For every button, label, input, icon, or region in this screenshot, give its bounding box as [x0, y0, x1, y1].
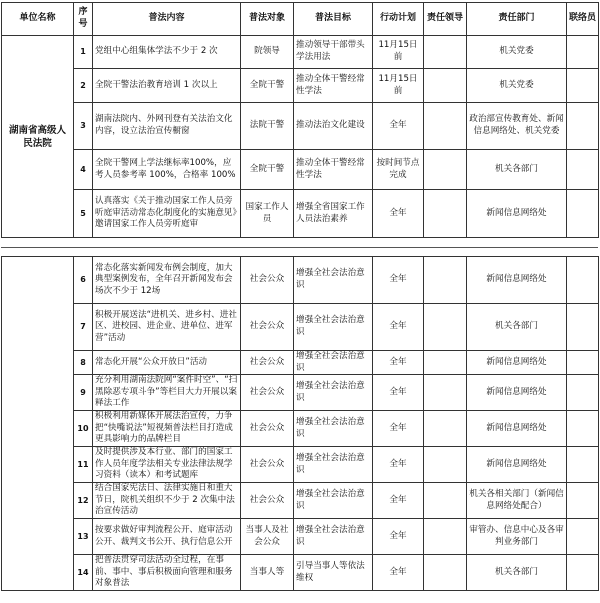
table-row [2, 190, 599, 238]
row-content: 湖南法院内、外网刊登有关法治文化内容，设立法治宣传橱窗 [93, 103, 241, 150]
row-content: 常态化开展“公众开放日”活动 [93, 351, 241, 375]
row-leader [424, 36, 467, 69]
row-plan: 全年 [373, 351, 424, 375]
row-no: 3 [74, 103, 93, 150]
row-goal: 增强全社会法治意识 [294, 483, 373, 519]
law-publicity-table-top [1, 2, 599, 238]
row-leader [424, 304, 467, 351]
row-dept: 新闻信息网络处 [467, 411, 567, 447]
row-goal: 增强全省国家工作人员法治素养 [294, 190, 373, 238]
row-leader [424, 375, 467, 411]
row-no: 7 [74, 304, 93, 351]
row-target: 国家工作人员 [241, 190, 294, 238]
row-contact [567, 411, 599, 447]
row-no: 1 [74, 36, 93, 69]
row-dept: 机关各部门 [467, 304, 567, 351]
row-contact [567, 150, 599, 190]
table-row [2, 36, 599, 69]
row-content: 把普法贯穿司法活动全过程，在事前、事中、事后积极面向管理和服务对象普法 [93, 555, 241, 591]
table-row [2, 257, 599, 304]
row-plan: 全年 [373, 375, 424, 411]
row-dept: 机关各部门 [467, 150, 567, 190]
row-plan: 11月15日前 [373, 69, 424, 103]
row-contact [567, 69, 599, 103]
row-plan: 全年 [373, 555, 424, 591]
row-content: 常态化落实新闻发布例会制度，加大典型案例发布，全年召开新闻发布会场次不少于 12场 [93, 257, 241, 304]
unit-name-cell: 湖南省高级人民法院 [2, 36, 74, 238]
row-content: 及时提供涉及本行业、部门的国家工作人员年度学法相关专业法律法规学习资料（读本）和考试题库 [93, 447, 241, 483]
row-leader [424, 555, 467, 591]
row-goal: 推动法治文化建设 [294, 103, 373, 150]
table-row [2, 150, 599, 190]
row-no: 8 [74, 351, 93, 375]
row-leader [424, 69, 467, 103]
row-goal: 增强全社会法治意识 [294, 375, 373, 411]
row-goal: 推动全体干警经常性学法 [294, 150, 373, 190]
row-contact [567, 304, 599, 351]
row-content: 全院干警法治教育培训 1 次以上 [93, 69, 241, 103]
row-no: 2 [74, 69, 93, 103]
row-goal: 推动全体干警经常性学法 [294, 69, 373, 103]
row-leader [424, 351, 467, 375]
row-content: 结合国家宪法日、法律实施日和重大节日，院机关组织不少于 2 次集中法治宣传活动 [93, 483, 241, 519]
row-dept: 机关各相关部门（新闻信息网络处配合） [467, 483, 567, 519]
row-leader [424, 519, 467, 555]
row-content: 按要求做好审判流程公开、庭审活动公开、裁判文书公开、执行信息公开 [93, 519, 241, 555]
row-no: 10 [74, 411, 93, 447]
row-leader [424, 190, 467, 238]
row-dept: 新闻信息网络处 [467, 351, 567, 375]
row-no: 12 [74, 483, 93, 519]
row-leader [424, 483, 467, 519]
row-dept: 新闻信息网络处 [467, 190, 567, 238]
row-contact [567, 519, 599, 555]
header-no: 序号 [74, 3, 93, 36]
row-plan: 全年 [373, 190, 424, 238]
table-row [2, 411, 599, 447]
row-target: 院领导 [241, 36, 294, 69]
header-target: 普法对象 [241, 3, 294, 36]
table-row [2, 447, 599, 483]
row-leader [424, 447, 467, 483]
row-goal: 引导当事人等依法维权 [294, 555, 373, 591]
row-contact [567, 351, 599, 375]
row-plan: 全年 [373, 411, 424, 447]
row-plan: 全年 [373, 519, 424, 555]
row-no: 11 [74, 447, 93, 483]
row-no: 5 [74, 190, 93, 238]
row-plan: 按时间节点完成 [373, 150, 424, 190]
row-content: 认真落实《关于推动国家工作人员旁听庭审活动常态化制度化的实施意见》邀请国家工作人员旁听庭审 [93, 190, 241, 238]
row-goal: 增强全社会法治意识 [294, 304, 373, 351]
row-target: 社会公众 [241, 483, 294, 519]
row-goal: 增强全社会法治意识 [294, 447, 373, 483]
row-contact [567, 375, 599, 411]
law-publicity-table-bottom [1, 256, 599, 591]
row-no: 4 [74, 150, 93, 190]
row-goal: 增强全社会法治意识 [294, 519, 373, 555]
table-row [2, 375, 599, 411]
row-leader [424, 257, 467, 304]
unit-name-cell-continued [2, 257, 74, 591]
row-contact [567, 447, 599, 483]
row-leader [424, 150, 467, 190]
row-no: 9 [74, 375, 93, 411]
row-dept: 机关各部门 [467, 555, 567, 591]
row-dept: 机关党委 [467, 69, 567, 103]
row-contact [567, 555, 599, 591]
row-contact [567, 483, 599, 519]
row-goal: 增强全社会法治意识 [294, 411, 373, 447]
row-target: 社会公众 [241, 304, 294, 351]
header-dept: 责任部门 [467, 3, 567, 36]
header-goal: 普法目标 [294, 3, 373, 36]
row-dept: 新闻信息网络处 [467, 375, 567, 411]
row-target: 全院干警 [241, 150, 294, 190]
row-target: 社会公众 [241, 375, 294, 411]
row-dept: 审管办、信息中心及各审判业务部门 [467, 519, 567, 555]
row-plan: 全年 [373, 103, 424, 150]
table-row [2, 519, 599, 555]
row-goal: 推动领导干部带头学法用法 [294, 36, 373, 69]
header-contact: 联络员 [567, 3, 599, 36]
row-contact [567, 190, 599, 238]
row-content: 全院干警网上学法继标率100%，应考人员参考率 100%，合格率 100% [93, 150, 241, 190]
header-row [2, 3, 599, 36]
row-dept: 机关党委 [467, 36, 567, 69]
row-target: 当事人及社会公众 [241, 519, 294, 555]
row-target: 社会公众 [241, 411, 294, 447]
table-row [2, 69, 599, 103]
row-plan: 全年 [373, 483, 424, 519]
row-leader [424, 411, 467, 447]
row-target: 社会公众 [241, 351, 294, 375]
table-row [2, 103, 599, 150]
row-dept: 新闻信息网络处 [467, 257, 567, 304]
table-row [2, 483, 599, 519]
table-row [2, 555, 599, 591]
row-contact [567, 103, 599, 150]
page-break-line [1, 247, 598, 248]
row-plan: 全年 [373, 257, 424, 304]
row-plan: 11月15日前 [373, 36, 424, 69]
row-content: 充分利用湖南法院网“案件时空”、“扫黑除恶专项斗争”等栏目大力开展以案释法工作 [93, 375, 241, 411]
row-no: 6 [74, 257, 93, 304]
row-goal: 增强全社会法治意识 [294, 351, 373, 375]
row-content: 党组中心组集体学法不少于 2 次 [93, 36, 241, 69]
row-plan: 全年 [373, 447, 424, 483]
header-leader: 责任领导 [424, 3, 467, 36]
header-content: 普法内容 [93, 3, 241, 36]
row-target: 全院干警 [241, 69, 294, 103]
table-row [2, 351, 599, 375]
row-target: 法院干警 [241, 103, 294, 150]
row-contact [567, 36, 599, 69]
row-content: 积极开展送法“进机关、进乡村、进社区、进校园、进企业、进单位、进军营”活动 [93, 304, 241, 351]
row-leader [424, 103, 467, 150]
header-plan: 行动计划 [373, 3, 424, 36]
row-no: 13 [74, 519, 93, 555]
table-row [2, 304, 599, 351]
row-content: 积极利用新媒体开展法治宣传，力争把“快嘴说法”短视频普法栏目打造成更具影响力的品牌栏目 [93, 411, 241, 447]
row-target: 当事人等 [241, 555, 294, 591]
row-no: 14 [74, 555, 93, 591]
row-dept: 政治部宣传教育处、新闻信息网络处、机关党委 [467, 103, 567, 150]
row-contact [567, 257, 599, 304]
row-goal: 增强全社会法治意识 [294, 257, 373, 304]
header-unit: 单位名称 [2, 3, 74, 36]
row-target: 社会公众 [241, 447, 294, 483]
row-plan: 全年 [373, 304, 424, 351]
row-dept: 新闻信息网络处 [467, 447, 567, 483]
row-target: 社会公众 [241, 257, 294, 304]
